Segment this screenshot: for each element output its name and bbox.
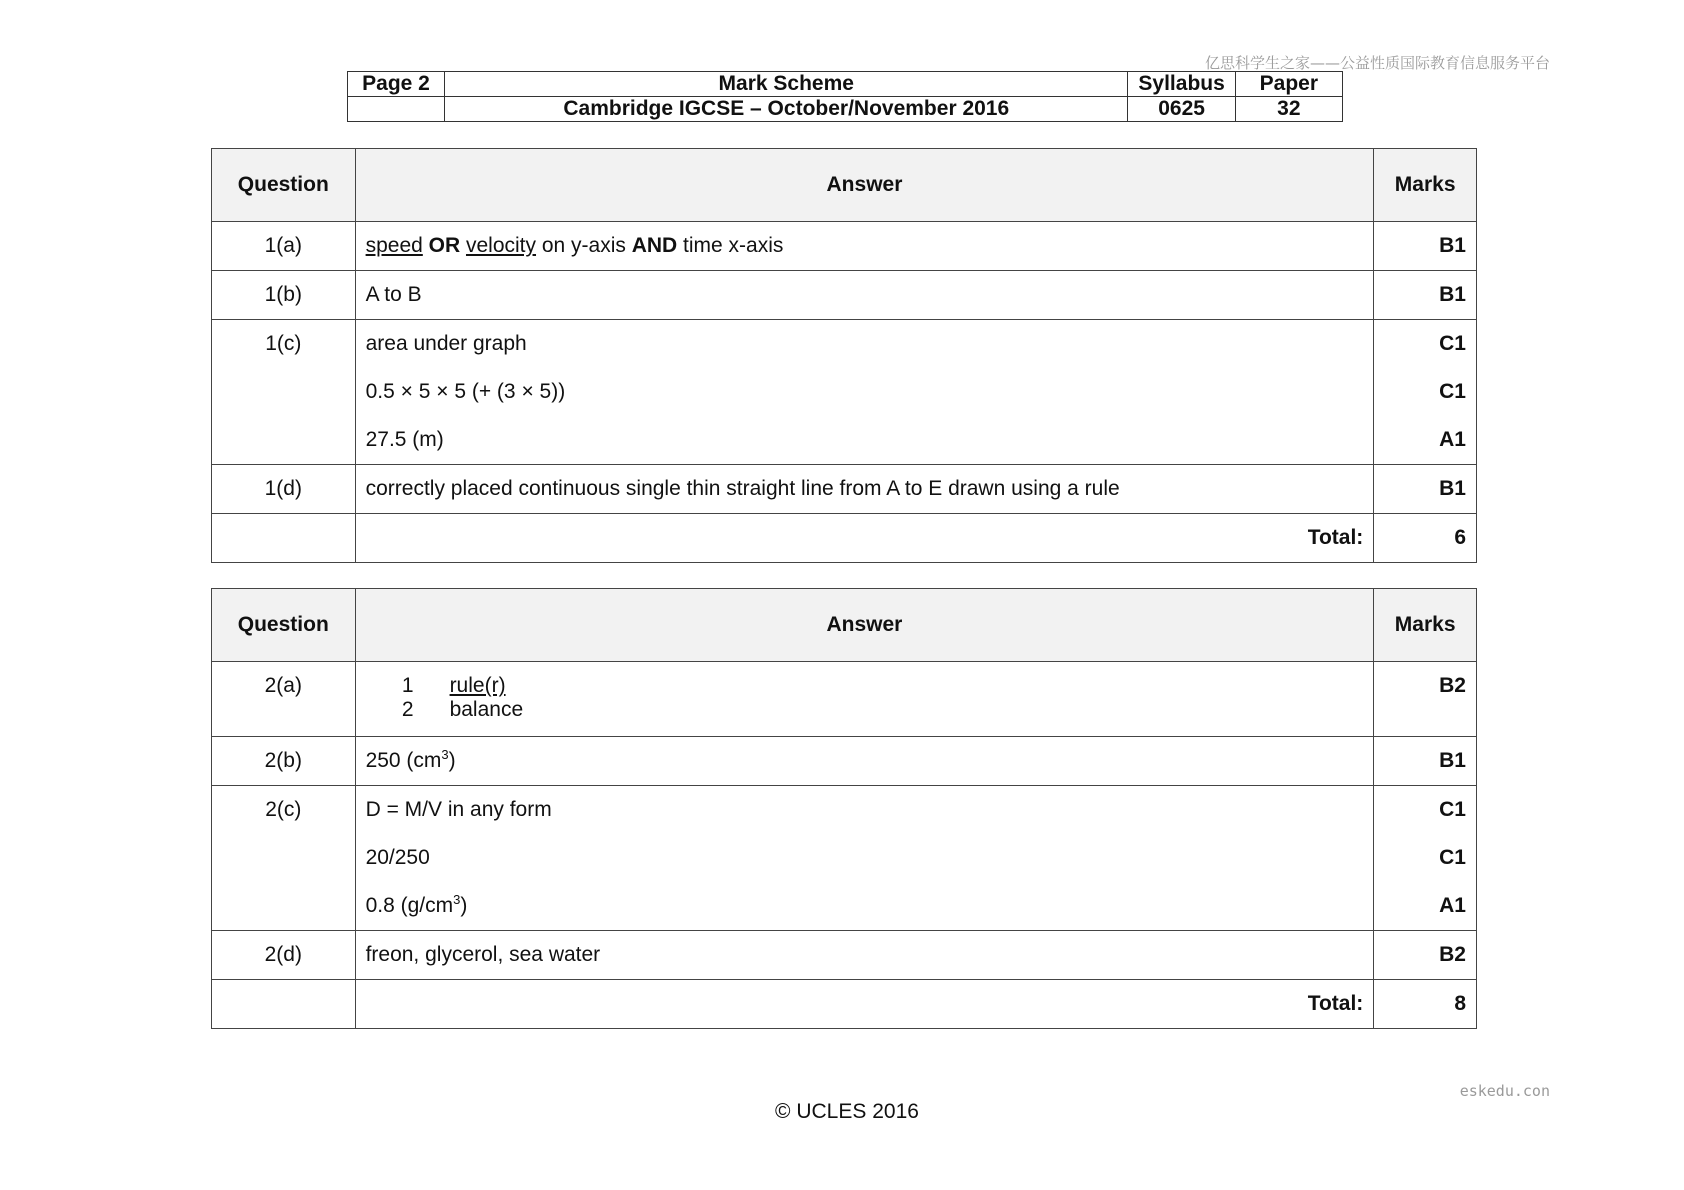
item-number: 2 bbox=[401, 698, 414, 721]
item-text: rule(r) bbox=[449, 674, 506, 697]
question-number: 1(c) bbox=[212, 320, 356, 465]
table-header-row bbox=[212, 589, 1477, 662]
answer-header: Answer bbox=[355, 149, 1374, 222]
answer-line: freon, glycerol, sea water bbox=[365, 943, 601, 966]
marks-cell bbox=[1374, 320, 1477, 465]
marks-cell: B2 bbox=[1374, 931, 1477, 980]
answer-text: ) bbox=[460, 894, 468, 917]
paper-label: Paper bbox=[1235, 72, 1342, 97]
mark-value: A1 bbox=[1439, 894, 1466, 917]
answer-connector: AND bbox=[631, 234, 678, 257]
question-number: 2(d) bbox=[212, 931, 356, 980]
copyright-footer: © UCLES 2016 bbox=[775, 1100, 919, 1123]
total-value: 8 bbox=[1374, 980, 1477, 1029]
table-row bbox=[212, 271, 1477, 320]
marks-header: Marks bbox=[1374, 149, 1477, 222]
total-row bbox=[212, 514, 1477, 563]
document-title: Mark Scheme bbox=[445, 72, 1128, 97]
answer-text: time x-axis bbox=[677, 234, 784, 257]
table-row bbox=[212, 222, 1477, 271]
mark-value: C1 bbox=[1439, 798, 1466, 821]
paper-number: 32 bbox=[1235, 97, 1342, 122]
mark-value: C1 bbox=[1439, 846, 1466, 869]
answer-text: 0.8 (g/cm bbox=[365, 894, 454, 917]
total-label: Total: bbox=[1307, 992, 1364, 1015]
table-row bbox=[212, 737, 1477, 786]
table-row bbox=[212, 465, 1477, 514]
numbered-item bbox=[366, 698, 1364, 722]
marks-cell: B1 bbox=[1374, 737, 1477, 786]
table-row bbox=[212, 786, 1477, 931]
answer-cell bbox=[355, 931, 1374, 980]
header-table bbox=[347, 71, 1343, 122]
answer-connector: OR bbox=[422, 234, 466, 257]
answer-cell bbox=[355, 662, 1374, 737]
answer-header: Answer bbox=[355, 589, 1374, 662]
answer-line: A to B bbox=[365, 283, 422, 306]
mark-scheme-table-q2 bbox=[211, 588, 1477, 1029]
total-value: 6 bbox=[1374, 514, 1477, 563]
document-subtitle: Cambridge IGCSE – October/November 2016 bbox=[445, 97, 1128, 122]
question-number: 2(a) bbox=[212, 662, 356, 737]
question-number: 1(b) bbox=[212, 271, 356, 320]
table-row bbox=[212, 662, 1477, 737]
page-number: Page 2 bbox=[348, 72, 445, 97]
marks-cell: B1 bbox=[1374, 465, 1477, 514]
answer-line: correctly placed continuous single thin straight line from A to E drawn using a rule bbox=[365, 477, 1120, 500]
answer-text: ) bbox=[448, 749, 456, 772]
question-number: 1(a) bbox=[212, 222, 356, 271]
marks-cell: B2 bbox=[1374, 662, 1477, 737]
answer-keyword: speed bbox=[365, 234, 423, 257]
question-number: 1(d) bbox=[212, 465, 356, 514]
question-header: Question bbox=[212, 149, 356, 222]
mark-scheme-table-q1 bbox=[211, 148, 1477, 563]
item-number: 1 bbox=[401, 674, 414, 697]
question-number: 2(b) bbox=[212, 737, 356, 786]
answer-text: 250 (cm bbox=[365, 749, 442, 772]
answer-line: 20/250 bbox=[365, 846, 430, 869]
syllabus-code: 0625 bbox=[1128, 97, 1235, 122]
empty-cell bbox=[212, 980, 356, 1029]
answer-cell bbox=[355, 320, 1374, 465]
table-row bbox=[212, 320, 1477, 465]
answer-line: area under graph bbox=[365, 332, 527, 355]
answer-cell bbox=[355, 465, 1374, 514]
watermark-top: 亿思科学生之家——公益性质国际教育信息服务平台 bbox=[1204, 54, 1550, 72]
total-label-cell bbox=[355, 980, 1374, 1029]
answer-cell bbox=[355, 271, 1374, 320]
answer-text: on y-axis bbox=[536, 234, 632, 257]
answer-keyword: velocity bbox=[465, 234, 537, 257]
mark-value: A1 bbox=[1439, 428, 1466, 451]
syllabus-label: Syllabus bbox=[1128, 72, 1235, 97]
answer-cell bbox=[355, 222, 1374, 271]
mark-value: C1 bbox=[1439, 380, 1466, 403]
answer-line: 27.5 (m) bbox=[365, 428, 444, 451]
table-row bbox=[212, 931, 1477, 980]
mark-value: C1 bbox=[1439, 332, 1466, 355]
marks-header: Marks bbox=[1374, 589, 1477, 662]
marks-cell bbox=[1374, 786, 1477, 931]
empty-cell bbox=[348, 97, 445, 122]
answer-line bbox=[366, 234, 1364, 270]
total-label: Total: bbox=[1307, 526, 1364, 549]
watermark-bottom: eskedu.con bbox=[1459, 1082, 1550, 1100]
answer-cell bbox=[355, 737, 1374, 786]
answer-cell bbox=[355, 786, 1374, 931]
empty-cell bbox=[212, 514, 356, 563]
answer-line: D = M/V in any form bbox=[365, 798, 552, 821]
superscript: 3 bbox=[453, 892, 461, 907]
answer-line bbox=[366, 894, 1364, 930]
answer-line: 0.5 × 5 × 5 (+ (3 × 5)) bbox=[365, 380, 566, 403]
item-text: balance bbox=[449, 698, 524, 721]
question-number: 2(c) bbox=[212, 786, 356, 931]
total-row bbox=[212, 980, 1477, 1029]
answer-line bbox=[366, 749, 1364, 785]
total-label-cell bbox=[355, 514, 1374, 563]
marks-cell: B1 bbox=[1374, 222, 1477, 271]
numbered-item bbox=[366, 674, 1364, 698]
marks-cell: B1 bbox=[1374, 271, 1477, 320]
table-header-row bbox=[212, 149, 1477, 222]
superscript: 3 bbox=[441, 747, 449, 762]
question-header: Question bbox=[212, 589, 356, 662]
